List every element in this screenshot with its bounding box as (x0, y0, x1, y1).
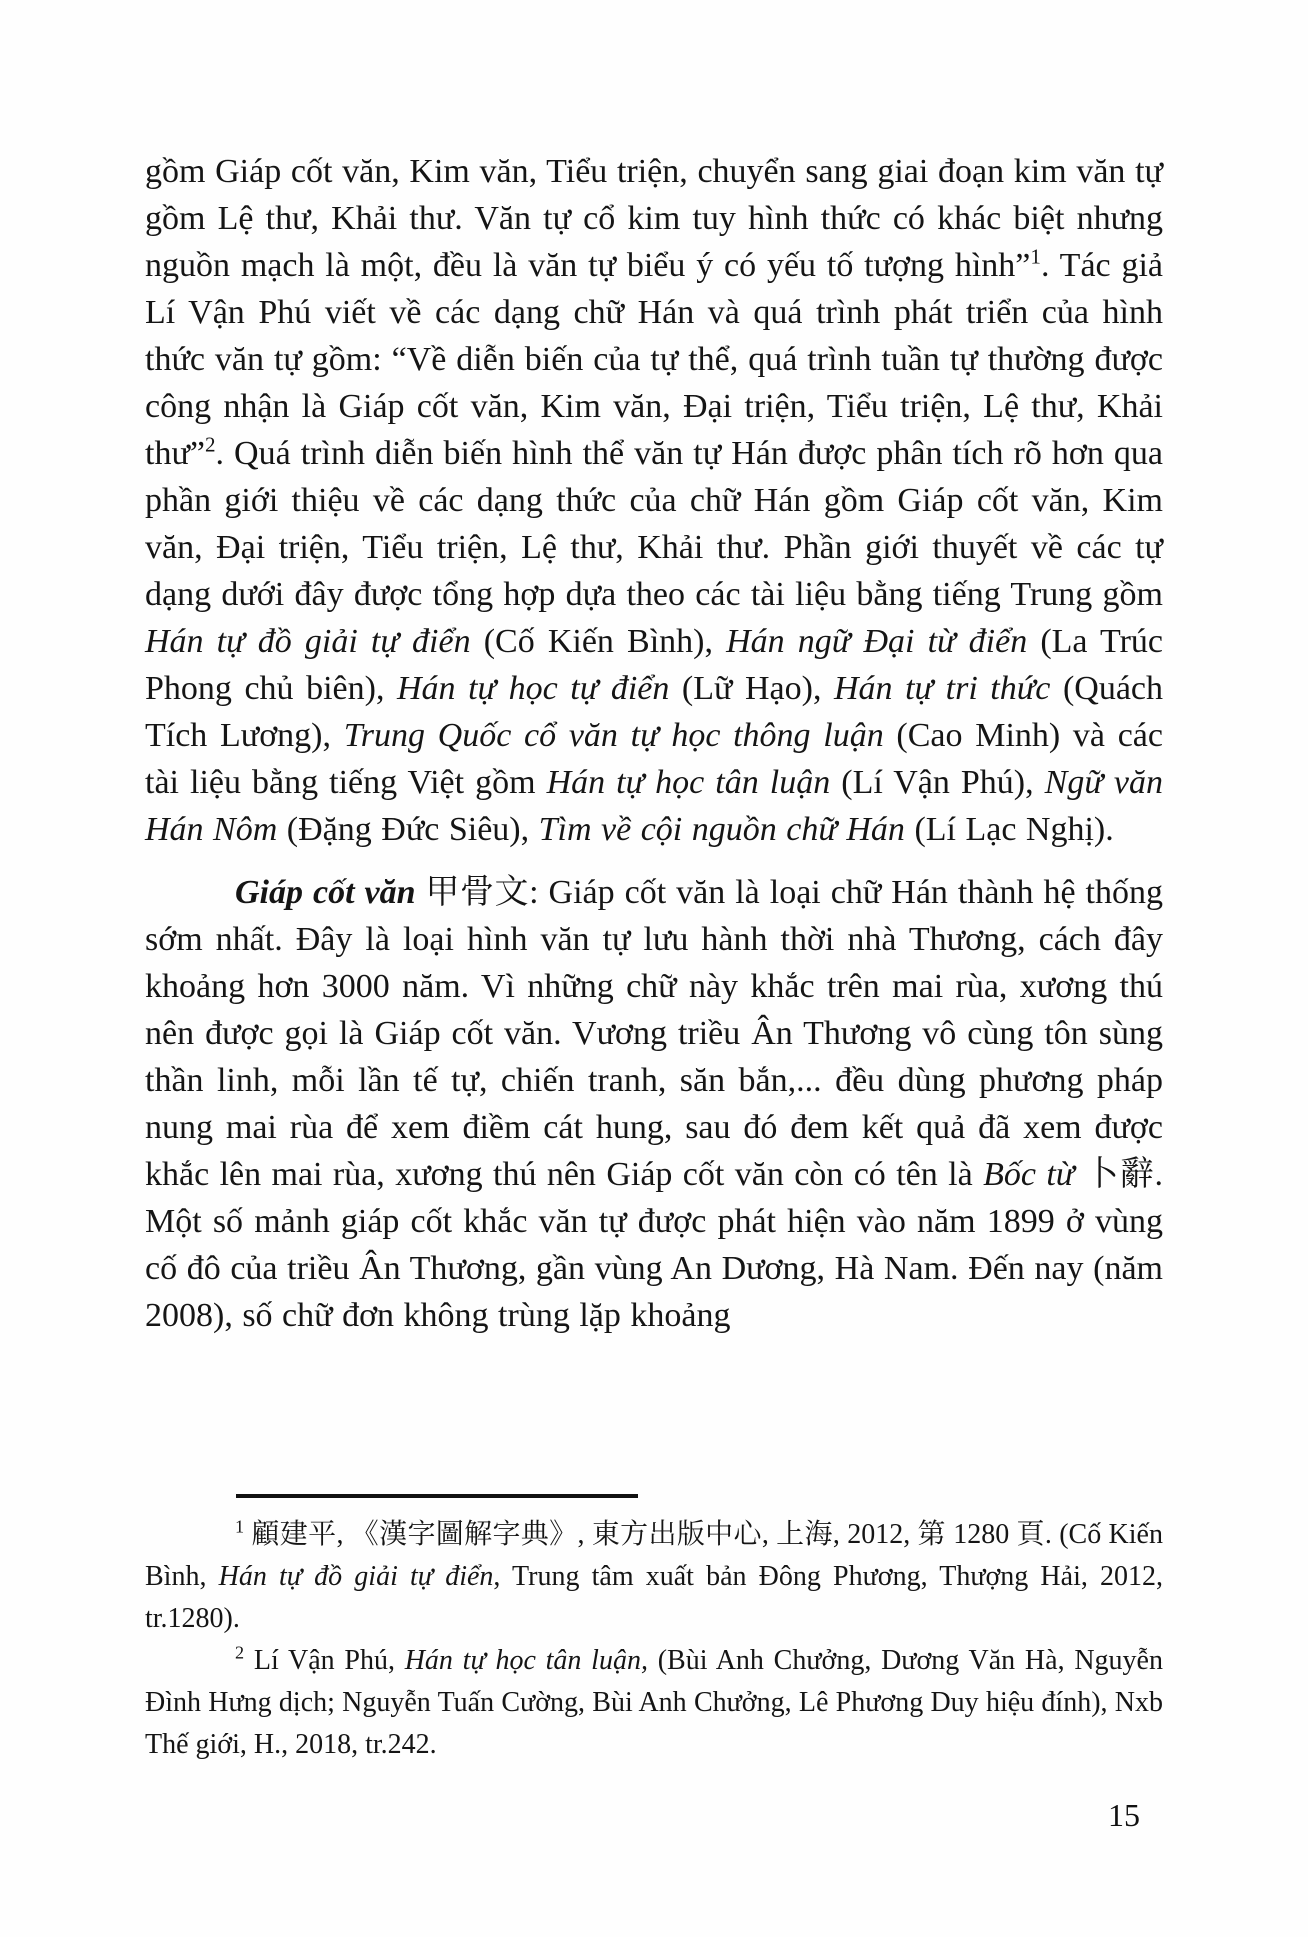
text-run: (Lí Lạc Nghị). (904, 811, 1114, 848)
text-run: Lí Vận Phú, (244, 1645, 405, 1676)
chinese-characters-run: 甲骨文 (415, 874, 530, 911)
footnote-reference-superscript: 2 (235, 1642, 245, 1663)
text-run: (Bùi Anh Chưởng, Dương Văn Hà, Nguyễn Đình Hưng dịch; Nguyễn Tuấn Cường, Bùi Anh Chưởng, Lê Phương Duy hiệu đính), Nxb Thế giới, H., 2018, tr.242. (145, 1645, 1163, 1760)
text-run: . Một số mảnh giáp cốt khắc văn tự được phát hiện vào năm 1899 ở vùng cố đô của triều Ân Thương, gần vùng An Dương, Hà Nam. Đến nay (năm 2008), số chữ đơn không trùng lặp khoảng (145, 1156, 1163, 1334)
page-number: 15 (1108, 1797, 1140, 1833)
text-run: Hán tự đồ giải tự điển (218, 1561, 494, 1592)
text-run: Hán tự học tân luận (546, 764, 831, 801)
body-paragraph-continuation (145, 148, 1163, 853)
text-run: Giáp cốt văn (235, 874, 416, 911)
footnote-separator-rule (236, 1494, 638, 1498)
footnote-2 (145, 1640, 1163, 1766)
text-run: (Cao Minh) và các tài liệu bằng tiếng Việt gồm (145, 717, 1163, 801)
text-run: . Quá trình diễn biến hình thể văn tự Hán được phân tích rõ hơn qua phần giới thiệu về các dạng thức của chữ Hán gồm Giáp cốt văn, Kim văn, Đại triện, Tiểu triện, Lệ thư, Khải thư. Phần giới thuyết về các tự dạng dưới đây được tổng hợp dựa theo các tài liệu bằng tiếng Trung gồm (145, 435, 1163, 613)
text-run: Bốc từ (983, 1156, 1075, 1193)
text-run: (Lí Vận Phú), (830, 764, 1045, 801)
body-paragraph-giap-cot-van (145, 869, 1163, 1339)
text-run: Hán ngữ Đại từ điển (726, 623, 1028, 660)
text-run: (Cố Kiến Bình), (470, 623, 727, 660)
text-run: (La Trúc Phong chủ biên), (145, 623, 1164, 707)
text-run: . Tác giả Lí Vận Phú viết về các dạng chữ Hán và quá trình phát triển của hình thức văn tự gồm: “Về diễn biến của tự thể, quá trình tuần tự thường được công nhận là Giáp cốt văn, Kim văn, Đại triện, Tiểu triện, Lệ thư, Khải thư” (145, 247, 1163, 472)
footnote-reference-superscript: 1 (1030, 244, 1041, 269)
text-run: Ngữ văn Hán Nôm (145, 764, 1163, 848)
text-run: Hán tự tri thức (834, 670, 1051, 707)
text-run: Trung Quốc cổ văn tự học thông luận (343, 717, 884, 754)
text-run: Hán tự học tự điển (397, 670, 670, 707)
chinese-characters-run: 顧建平, 《漢字圖解字典》, 東方出版中心, 上海, 2012, 第 1280 頁. (244, 1519, 1060, 1550)
text-run: Tìm về cội nguồn chữ Hán (538, 811, 905, 848)
chinese-characters-run: 卜辭 (1074, 1156, 1155, 1193)
text-run: Hán tự đồ giải tự điển (145, 623, 471, 660)
footnote-1 (145, 1514, 1163, 1640)
text-run: (Quách Tích Lương), (145, 670, 1163, 754)
footnote-reference-superscript: 2 (204, 432, 216, 457)
text-run: : Giáp cốt văn là loại chữ Hán thành hệ thống sớm nhất. Đây là loại hình văn tự lưu hành thời nhà Thương, cách đây khoảng hơn 3000 năm. Vì những chữ này khắc trên mai rùa, xương thú nên được gọi là Giáp cốt văn. Vương triều Ân Thương vô cùng tôn sùng thần linh, mỗi lần tế tự, chiến tranh, săn bắn,... đều dùng phương pháp nung mai rùa để xem điềm cát hung, sau đó đem kết quả đã xem được khắc lên mai rùa, xương thú nên Giáp cốt văn còn có tên là (145, 874, 1163, 1193)
text-run: Hán tự học tân luận, (404, 1645, 648, 1676)
text-run: (Đặng Đức Siêu), (277, 811, 539, 848)
text-run: gồm Giáp cốt văn, Kim văn, Tiểu triện, chuyển sang giai đoạn kim văn tự gồm Lệ thư, Khải thư. Văn tự cổ kim tuy hình thức có khác biệt nhưng nguồn mạch là một, đều là văn tự biểu ý có yếu tố tượng hình” (145, 153, 1163, 284)
text-run: , Trung tâm xuất bản Đông Phương, Thượng Hải, 2012, tr.1280). (145, 1561, 1164, 1634)
text-run: (Lữ Hạo), (669, 670, 834, 707)
footnote-section (145, 1514, 1163, 1766)
footnote-reference-superscript: 1 (235, 1516, 245, 1537)
text-run: (Cố Kiến Bình, (145, 1519, 1163, 1592)
body-text-block (145, 148, 1163, 1339)
